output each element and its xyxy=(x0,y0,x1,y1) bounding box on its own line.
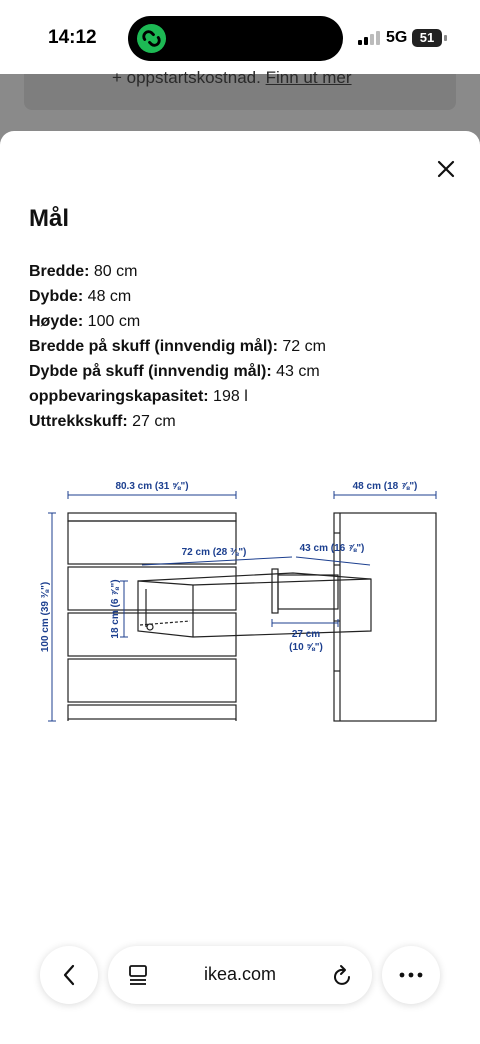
background-page xyxy=(0,68,480,134)
spec-key: Bredde på skuff (innvendig mål): xyxy=(29,338,278,355)
label-drawer-depth: 43 cm (16 ⅞") xyxy=(299,543,365,554)
spec-key: Bredde: xyxy=(29,263,90,280)
spec-row-extension xyxy=(29,409,459,434)
spec-row-width xyxy=(29,259,459,284)
reload-icon[interactable] xyxy=(332,963,354,987)
more-icon xyxy=(399,972,423,978)
dimension-drawing xyxy=(0,461,480,891)
label-drawer-height: 18 cm (6 ⅞") xyxy=(110,579,121,639)
battery-icon: 51 xyxy=(412,29,442,47)
dynamic-island xyxy=(128,16,343,61)
spec-list xyxy=(29,259,459,434)
spec-value: 198 l xyxy=(208,388,248,405)
network-type: 5G xyxy=(386,29,408,46)
close-button[interactable] xyxy=(428,151,464,187)
label-drawer-width: 72 cm (28 ⅜") xyxy=(181,547,247,558)
address-bar[interactable] xyxy=(108,946,372,1004)
battery-cap xyxy=(444,35,447,41)
url-text[interactable]: ikea.com xyxy=(203,964,277,984)
spec-row-drawer-depth xyxy=(29,359,459,384)
background-card xyxy=(24,68,456,110)
label-front-width: 80.3 cm (31 ⅝") xyxy=(115,481,189,492)
spec-value: 27 cm xyxy=(127,413,176,430)
label-front-height: 100 cm (39 ⅜") xyxy=(40,581,51,653)
spec-key: Uttrekkskuff: xyxy=(29,413,128,430)
chevron-left-icon xyxy=(62,964,76,986)
spec-value: 48 cm xyxy=(83,288,132,305)
spec-key: Dybde: xyxy=(29,288,84,305)
label-side-depth: 48 cm (18 ⅞") xyxy=(352,481,418,492)
more-button[interactable] xyxy=(382,946,440,1004)
app-link-icon xyxy=(136,23,167,54)
background-text xyxy=(112,68,352,88)
spec-row-depth xyxy=(29,284,459,309)
status-bar xyxy=(0,0,480,74)
spec-value: 43 cm xyxy=(271,363,320,380)
spec-value: 72 cm xyxy=(277,338,326,355)
spec-row-height xyxy=(29,309,459,334)
spec-key: oppbevaringskapasitet: xyxy=(29,388,209,405)
spec-key: Høyde: xyxy=(29,313,84,330)
spec-row-drawer-width xyxy=(29,334,459,359)
back-button[interactable] xyxy=(40,946,98,1004)
dimensions-sheet xyxy=(0,131,480,1044)
background-text-body: + oppstartskostnad. xyxy=(112,68,266,87)
cellular-signal-icon xyxy=(358,31,380,45)
background-link[interactable]: Finn ut mer xyxy=(265,68,352,87)
sheet-title: Mål xyxy=(29,205,70,232)
spec-value: 100 cm xyxy=(83,313,141,330)
browser-toolbar xyxy=(0,946,480,1006)
label-extension-in: (10 ⅝") xyxy=(289,642,323,653)
spec-value: 80 cm xyxy=(89,263,138,280)
spec-key: Dybde på skuff (innvendig mål): xyxy=(29,363,272,380)
status-time: 14:12 xyxy=(48,27,97,48)
close-icon xyxy=(437,160,455,178)
label-extension-cm: 27 cm xyxy=(291,629,321,640)
spec-row-capacity xyxy=(29,384,459,409)
